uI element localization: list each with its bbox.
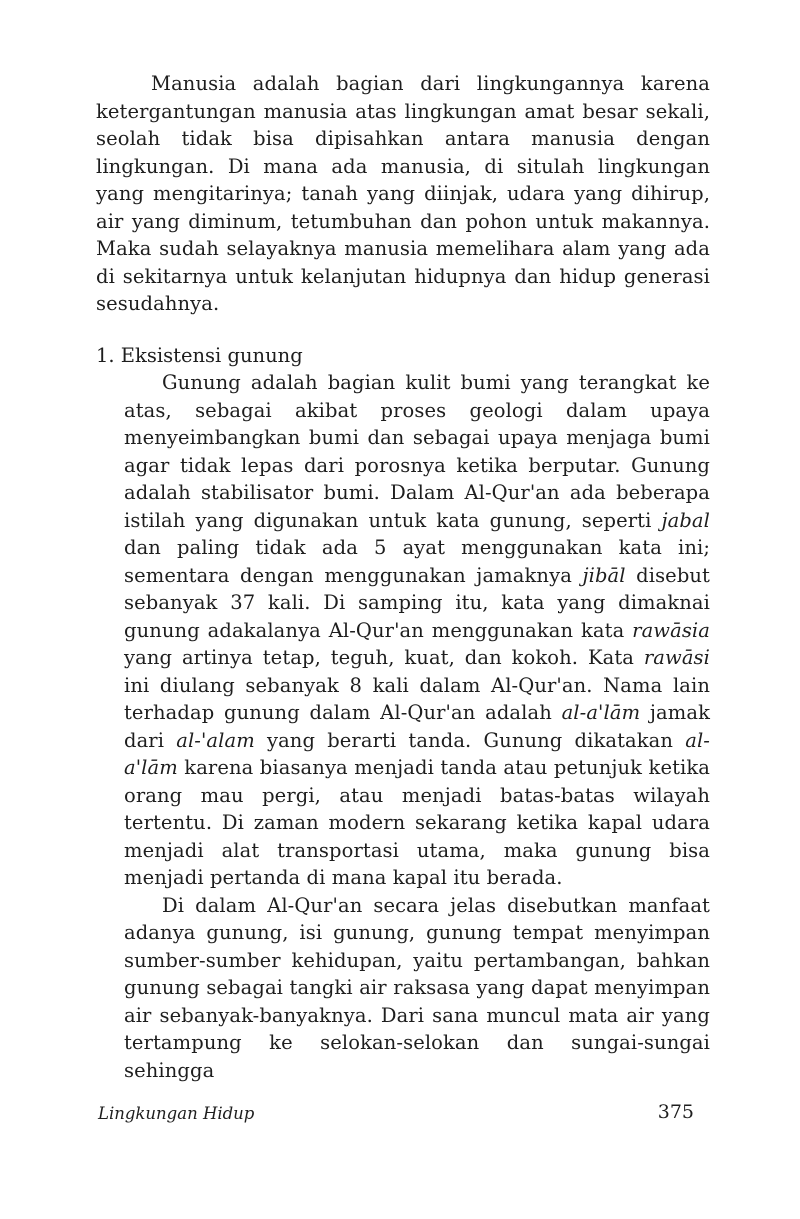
text-run: karena biasanya menjadi tanda atau petunjuk ketika orang mau pergi, atau menjadi batas-batas wilayah tertentu. Di zaman modern sekarang ketika kapal udara menjadi alat transportasi utama, maka gunung bisa menjadi pertanda di mana kapal itu berada. <box>124 756 710 889</box>
italic-term-al-alam-singular: al-'alam <box>176 728 255 752</box>
page-number: 375 <box>657 1101 694 1123</box>
italic-term-rawasia: rawāsia <box>632 618 710 642</box>
text-run: yang berarti tanda. Gunung dikatakan <box>254 728 686 752</box>
text-run: ini diulang sebanyak 8 kali dalam Al-Qur'an. Nama lain terhadap gunung dalam Al-Qur'an adalah <box>124 673 710 724</box>
section-paragraph-1 <box>124 369 710 892</box>
italic-term-al-alam-plural: al-a'lām <box>561 701 641 724</box>
text-run: Gunung adalah bagian kulit bumi yang terangkat ke atas, sebagai akibat proses geologi dalam upaya menyeimbangkan bumi dan sebagai upaya menjaga bumi agar tidak lepas dari porosnya ketika berputar. Gunung adalah stabilisator bumi. Dalam Al-Qur'an ada beberapa istilah yang digunakan untuk kata gunung, seperti <box>124 371 710 532</box>
intro-paragraph: Manusia adalah bagian dari lingkungannya karena ketergantungan manusia atas lingkungan amat besar sekali, seolah tidak bisa dipisahkan antara manusia dengan lingkungan. Di mana ada manusia, di situlah lingkungan yang mengitarinya; tanah yang diinjak, udara yang dihirup, air yang diminum, tetumbuhan dan pohon untuk makannya. Maka sudah selayaknya manusia memelihara alam yang ada di sekitarnya untuk kelanjutan hidupnya dan hidup generasi sesudahnya. <box>96 72 710 315</box>
italic-term-jibal: jibāl <box>582 563 626 587</box>
italic-term-al-alam-plural-2: al-a'lām <box>124 728 710 779</box>
italic-term-jabal: jabal <box>661 508 710 532</box>
running-title: Lingkungan Hidup <box>98 1104 255 1123</box>
section-paragraph-2: Di dalam Al-Qur'an secara jelas disebutkan manfaat adanya gunung, isi gunung, gunung tempat menyimpan sumber-sumber kehidupan, yaitu pertambangan, bahkan gunung sebagai tangki air raksasa yang dapat menyimpan air sebanyak-banyaknya. Dari sana muncul mata air yang tertampung ke selokan-selokan dan sungai-sungai sehingga <box>124 893 710 1082</box>
page-body <box>96 70 710 1084</box>
text-run: dan paling tidak ada 5 ayat menggunakan kata ini; sementara dengan menggunakan jamaknya <box>124 536 710 587</box>
text-run: yang artinya tetap, teguh, kuat, dan kokoh. Kata <box>124 646 644 669</box>
text-run: disebut sebanyak 37 kali. Di samping itu, kata yang dimaknai gunung adakalanya Al-Qur'an menggunakan kata <box>124 563 710 642</box>
italic-term-rawasi: rawāsi <box>643 646 710 669</box>
text-run: jamak dari <box>124 701 710 752</box>
section-heading: 1. Eksistensi gunung <box>96 343 303 367</box>
